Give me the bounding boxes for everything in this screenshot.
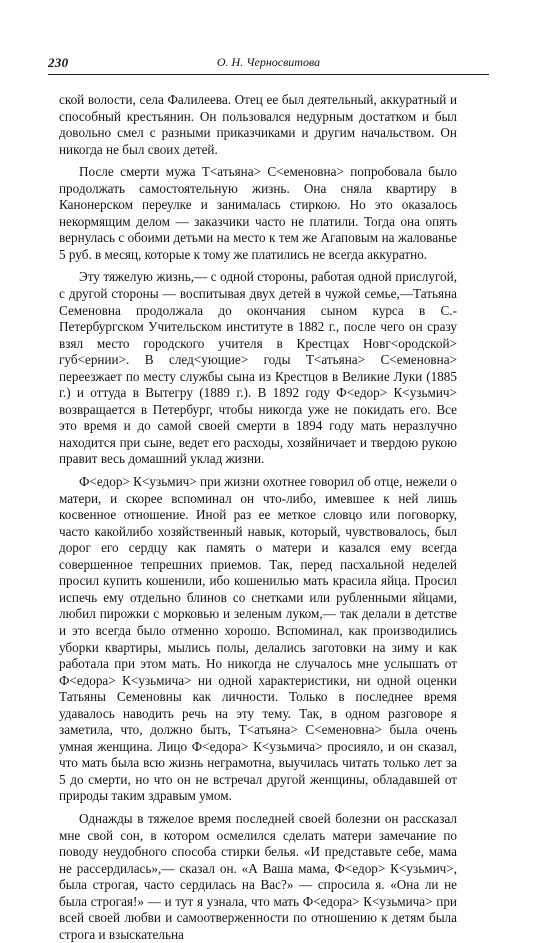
paragraph-1: ской волости, села Фалилеева. Отец ее был деятельный, аккуратный и способный крестьянин. Он пользовался недурным достатком и был довольно смел с разными приказчиками и другим начальством. Он никогда не был своих детей. xyxy=(59,92,457,157)
paragraph-3: Эту тяжелую жизнь,— с одной стороны, работая одной прислугой, с другой стороны — воспитывая двух детей в чужой семье,—Татьяна Семеновна продолжала до окончания сыном курса в С.-Петербургском Учительском институте в 1882 г., после чего он сразу взял место городского учителя в Крестцах Новг<ородской> губ<ернии>. В след<ующие> годы Т<атьяна> С<еменовна> переезжает по месту службы сына из Крестцов в Великие Луки (1885 г.) и оттуда в Вытегру (1889 г.). В 1892 году Ф<едор> К<узьмич> возвращается в Петербург, чтобы никогда уже не покидать его. Все это время и до самой своей смерти в 1894 году мать неразлучно находится при сыне, ведет его расходы, хозяйничает и твердою рукою правит весь домашний уклад жизни. xyxy=(59,269,457,467)
paragraph-2: После смерти мужа Т<атьяна> С<еменовна> попробовала было продолжать самостоятельную жизнь. Она сняла квартиру в Канонерском переулке и занималась стиркою. Но это оказалось некормящим делом — заказчики часто не платили. Тогда она опять вернулась с обоими детьми на место к тем же Агаповым на жалованье 5 руб. в месяц, которые к тому же платились не всегда аккуратно. xyxy=(59,164,457,262)
running-head-author: О. Н. Черносвитова xyxy=(216,55,321,69)
paragraph-5: Однажды в тяжелое время последней своей болезни он рассказал мне свой сон, в котором осмелился сделать матери замечание по поводу неудобного способа стирки белья. «И представьте себе, мама не рассердилась»,— сказал он. «А Ваша мама, Ф<едор> К<узьмич>, была строгая, часто сердилась на Вас?» — спросила я. «Она ли не была строгая!» — и тут я узнала, что мать Ф<едора> К<узьмича> при всей своей любви и самоотверженности по отношению к детям была строга и взыскательна xyxy=(59,810,457,942)
paragraph-4: Ф<едор> К<узьмич> при жизни охотнее говорил об отце, нежели о матери, и скорее вспоминал он что-либо, имевшее к ней лишь косвенное отношение. Иной раз ее меткое словцо или поговорку, часто какойлибо хозяйственный навык, который, чувствовалось, был дорог его сердцу как память о матери и казался ему всегда совершенное тепрешних приемов. Так, перед пасхальной неделей просил купить кошенили, ибо кошенилью мать красила яйца. Просил испечь ему отдельно блинов со снетками или рубленными яйцами, любил пирожки с морковью и зеленым луком,— так делали в детстве и это всегда было отменно хорошо. Вспоминал, как производились уборки квартиры, мылись полы, делались заготовки на зиму и как работала при этом мать. Но никогда не случалось мне услышать от Ф<едора> К<узьмича> ни одной характеристики, ни одной оценки Татьяны Семеновны как личности. Только в последнее время удавалось наводить речь на эту тему. Так, в одном разговоре я заметила, что, должно быть, Т<атьяна> С<еменовна> была очень умная женщина. Лицо Ф<едора> К<узьмича> просияло, и он сказал, что мать была всю жизнь неграмотна, выучилась читать только лет за 5 до смерти, но что он не встречал другой женщины, обладавшей от природы таким здравым умом. xyxy=(59,474,457,804)
body-text xyxy=(59,92,457,943)
header-rule xyxy=(48,74,489,75)
page-header xyxy=(48,55,489,73)
page-number: 230 xyxy=(48,55,69,70)
